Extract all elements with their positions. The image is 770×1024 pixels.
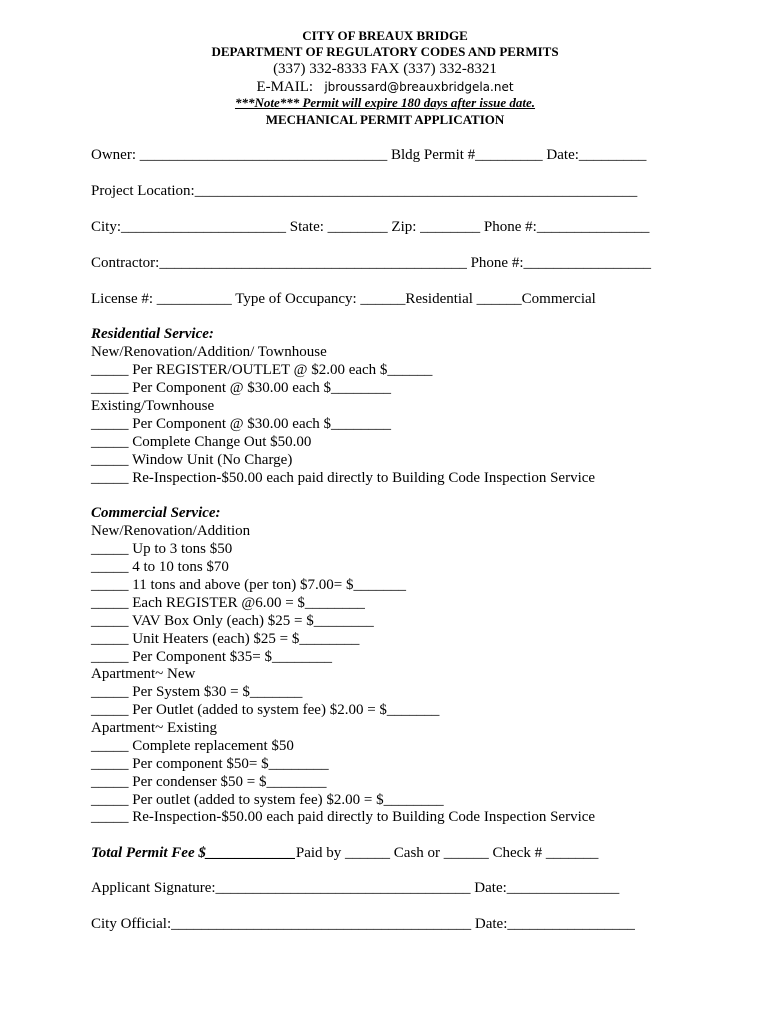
apartment-existing-fee-item[interactable]: _____ Re-Inspection-$50.00 each paid directly to Building Code Inspection Service: [91, 809, 596, 825]
applicant-signature-field[interactable]: Applicant Signature:__________________________________ Date:_______________: [91, 880, 620, 896]
email-address: jbroussard@breauxbridgela.net: [324, 80, 514, 94]
email-line: [0, 78, 770, 96]
commercial-heading: Commercial Service:: [91, 505, 221, 521]
commercial-fee-item[interactable]: _____ Each REGISTER @6.00 = $________: [91, 595, 365, 611]
residential-new-subheading: New/Renovation/Addition/ Townhouse: [91, 344, 327, 360]
commercial-fee-item[interactable]: _____ 11 tons and above (per ton) $7.00= $_______: [91, 577, 406, 593]
apartment-existing-fee-item[interactable]: _____ Complete replacement $50: [91, 738, 294, 754]
residential-fee-item[interactable]: _____ Window Unit (No Charge): [91, 452, 293, 468]
expiration-note: ***Note*** Permit will expire 180 days after issue date.: [234, 95, 536, 110]
residential-fee-item[interactable]: _____ Re-Inspection-$50.00 each paid directly to Building Code Inspection Service: [91, 470, 596, 486]
residential-existing-subheading: Existing/Townhouse: [91, 398, 215, 414]
license-occupancy-field[interactable]: License #: __________ Type of Occupancy: ______Residential ______Commercial: [91, 291, 596, 307]
payment-method-field[interactable]: Paid by ______ Cash or ______ Check # _______: [295, 845, 599, 861]
residential-fee-item[interactable]: _____ Per Component @ $30.00 each $________: [91, 380, 392, 396]
apartment-new-subheading: Apartment~ New: [91, 666, 196, 682]
project-location-field[interactable]: Project Location:___________________________________________________________: [91, 183, 638, 199]
phone-fax-line: (337) 332-8333 FAX (337) 332-8321: [273, 61, 497, 77]
residential-fee-item[interactable]: _____ Complete Change Out $50.00: [91, 434, 312, 450]
apartment-existing-subheading: Apartment~ Existing: [91, 720, 218, 736]
commercial-fee-item[interactable]: _____ Per Component $35= $________: [91, 649, 332, 665]
total-fee-row: [91, 844, 598, 862]
commercial-fee-item[interactable]: _____ Up to 3 tons $50: [91, 541, 233, 557]
city-state-zip-phone-field[interactable]: City:______________________ State: ________ Zip: ________ Phone #:_______________: [91, 219, 650, 235]
department-name: DEPARTMENT OF REGULATORY CODES AND PERMITS: [211, 44, 559, 59]
apartment-new-fee-item[interactable]: _____ Per System $30 = $_______: [91, 684, 303, 700]
form-title: MECHANICAL PERMIT APPLICATION: [265, 112, 505, 127]
commercial-fee-item[interactable]: _____ 4 to 10 tons $70: [91, 559, 229, 575]
total-permit-fee-field[interactable]: Total Permit Fee $____________: [91, 845, 296, 861]
contractor-field[interactable]: Contractor:_________________________________________ Phone #:_________________: [91, 255, 651, 271]
residential-fee-item[interactable]: _____ Per REGISTER/OUTLET @ $2.00 each $______: [91, 362, 433, 378]
residential-fee-item[interactable]: _____ Per Component @ $30.00 each $________: [91, 416, 392, 432]
city-official-field[interactable]: City Official:________________________________________ Date:_________________: [91, 916, 635, 932]
apartment-existing-fee-item[interactable]: _____ Per condenser $50 = $________: [91, 774, 327, 790]
city-name: CITY OF BREAUX BRIDGE: [302, 28, 468, 43]
email-label: E-MAIL:: [256, 79, 314, 95]
apartment-new-fee-item[interactable]: _____ Per Outlet (added to system fee) $2.00 = $_______: [91, 702, 440, 718]
owner-field[interactable]: Owner: _________________________________ Bldg Permit #_________ Date:_________: [91, 147, 647, 163]
apartment-existing-fee-item[interactable]: _____ Per outlet (added to system fee) $2.00 = $________: [91, 792, 444, 808]
commercial-new-subheading: New/Renovation/Addition: [91, 523, 251, 539]
expiration-note-row: [0, 95, 770, 111]
commercial-fee-item[interactable]: _____ VAV Box Only (each) $25 = $________: [91, 613, 374, 629]
commercial-fee-item[interactable]: _____ Unit Heaters (each) $25 = $________: [91, 631, 360, 647]
apartment-existing-fee-item[interactable]: _____ Per component $50= $________: [91, 756, 329, 772]
residential-heading: Residential Service:: [91, 326, 214, 342]
